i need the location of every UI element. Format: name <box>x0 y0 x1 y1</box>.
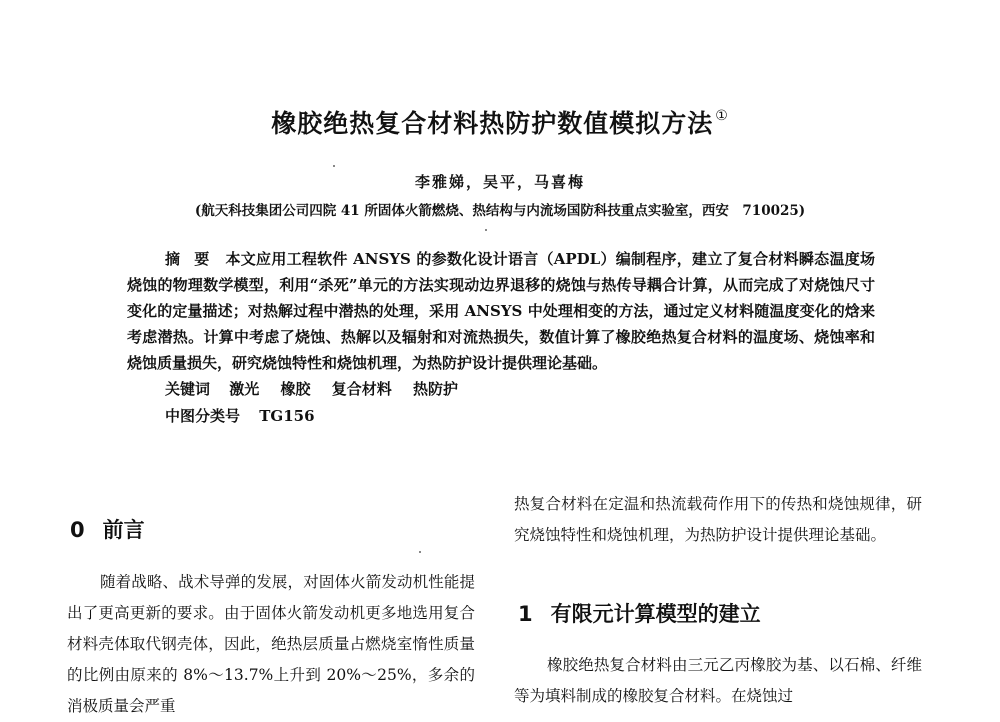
keyword-item: 橡胶 <box>280 380 311 398</box>
keywords-label: 关键词 <box>165 380 211 398</box>
section-number: 0 <box>70 518 85 542</box>
right-column-body <box>514 489 922 551</box>
title-footnote-mark: ① <box>715 108 729 124</box>
section-title: 前言 <box>102 518 145 542</box>
scan-speck <box>333 165 335 167</box>
keyword-item: 激光 <box>229 380 260 398</box>
section-1-body <box>514 650 922 712</box>
continued-paragraph: 热复合材料在定温和热流载荷作用下的传热和烧蚀规律，研究烧蚀特性和烧蚀机理，为热防护设计提供理论基础。 <box>514 495 922 544</box>
abstract-block <box>127 246 875 430</box>
paper-title-text: 橡胶绝热复合材料热防护数值模拟方法 <box>271 109 714 138</box>
paper-authors: 李雅娣，吴平，马喜梅 <box>414 173 585 191</box>
left-column-body <box>67 567 475 722</box>
scan-speck <box>419 551 421 553</box>
classification-label: 中图分类号 <box>165 407 241 425</box>
abstract-text: 本文应用工程软件 ANSYS 的参数化设计语言（APDL）编制程序，建立了复合材料瞬态温度场烧蚀的物理数学模型，利用“杀死”单元的方法实现动边界退移的烧蚀与热传导耦合计算，从而完成了对烧蚀尺寸变化的定量描述；对热解过程中潜热的处理，采用 ANSYS 中处理相变的方法，通过定义材料随温度变化的焓来考虑潜热。计算中考虑了烧蚀、热解以及辐射和对流热损失，数值计算了橡胶绝热复合材料的温度场、烧蚀率和烧蚀质量损失，研究烧蚀特性和烧蚀机理，为热防护设计提供理论基础。 <box>127 250 875 372</box>
section-number: 1 <box>518 602 533 626</box>
section-heading-1 <box>518 598 761 628</box>
section-1-paragraph: 橡胶绝热复合材料由三元乙丙橡胶为基、以石棉、纤维等为填料制成的橡胶复合材料。在烧蚀过 <box>514 656 922 705</box>
keywords-line <box>165 376 875 403</box>
abstract-paragraph <box>127 246 875 376</box>
classification-value: TG156 <box>259 407 315 425</box>
paper-affiliation: (航天科技集团公司四院 41 所固体火箭燃烧、热结构与内流场国防科技重点实验室，西安 710025) <box>194 203 806 219</box>
classification-line <box>165 403 875 430</box>
scan-speck <box>485 229 487 231</box>
intro-paragraph: 随着战略、战术导弹的发展，对固体火箭发动机性能提出了更高更新的要求。由于固体火箭发动机更多地选用复合材料壳体取代钢壳体，因此，绝热层质量占燃烧室惰性质量的比例由原来的 8%～13.7%上升到 20%～25%，多余的消极质量会严重 <box>67 573 475 715</box>
keyword-item: 复合材料 <box>331 380 392 398</box>
keyword-item: 热防护 <box>413 380 459 398</box>
section-heading-0 <box>70 514 145 544</box>
abstract-label: 摘要 <box>165 250 224 268</box>
section-title: 有限元计算模型的建立 <box>550 602 761 626</box>
paper-title <box>0 104 1000 140</box>
